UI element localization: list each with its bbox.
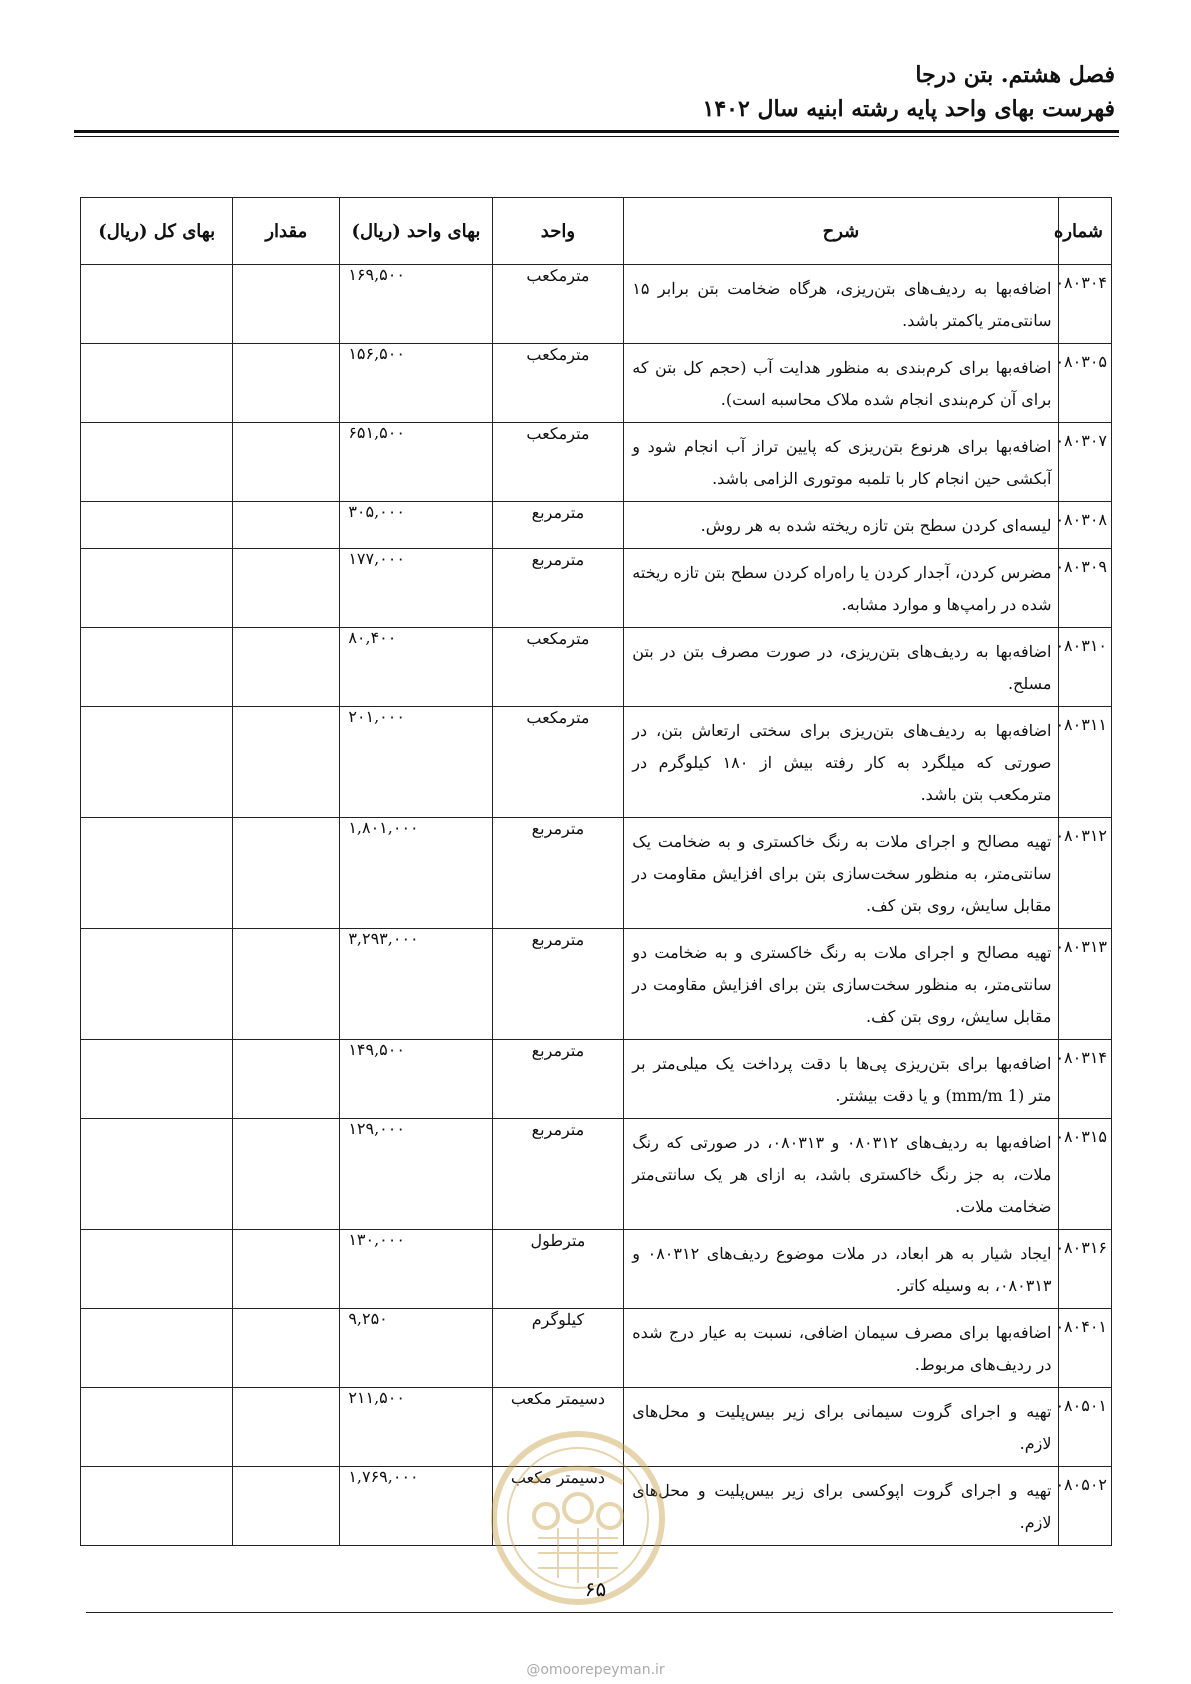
item-unit: مترمربع: [492, 502, 624, 549]
table-row: [81, 549, 1112, 628]
item-total-price: [81, 1388, 233, 1467]
item-number: ۰۸۰۳۰۵: [1058, 344, 1112, 423]
item-description: تهیه و اجرای گروت اپوکسی برای زیر بیس‌پلیت و محل‌های لازم.: [624, 1467, 1058, 1546]
item-description: ایجاد شیار به هر ابعاد، در ملات موضوع ردیف‌های ۰۸۰۳۱۲ و ۰۸۰۳۱۳، به وسیله کاتر.: [624, 1230, 1058, 1309]
item-quantity: [233, 502, 340, 549]
price-table: [80, 197, 1112, 1546]
item-number: ۰۸۰۵۰۱: [1058, 1388, 1112, 1467]
item-total-price: [81, 1040, 233, 1119]
table-row: [81, 1230, 1112, 1309]
item-unit: مترمکعب: [492, 628, 624, 707]
item-number: ۰۸۰۳۰۹: [1058, 549, 1112, 628]
item-description: اضافه‌بها به ردیف‌های بتن‌ریزی، هرگاه ضخامت بتن برابر ۱۵ سانتی‌متر یاکمتر باشد.: [624, 265, 1058, 344]
item-unit: مترمربع: [492, 549, 624, 628]
item-number: ۰۸۰۳۰۷: [1058, 423, 1112, 502]
item-number: ۰۸۰۳۰۴: [1058, 265, 1112, 344]
table-header-row: [81, 198, 1112, 265]
item-description: مضرس کردن، آجدار کردن یا راه‌راه کردن سطح بتن تازه ریخته شده در رامپ‌ها و موارد مشابه.: [624, 549, 1058, 628]
table-row: [81, 929, 1112, 1040]
item-total-price: [81, 344, 233, 423]
item-unit: مترمربع: [492, 929, 624, 1040]
item-unit: مترمکعب: [492, 707, 624, 818]
column-header-number: شماره: [1058, 198, 1112, 265]
page-number: ۶۵: [584, 1577, 607, 1601]
item-unit: مترمکعب: [492, 344, 624, 423]
table-row: [81, 1388, 1112, 1467]
column-header-description: شرح: [624, 198, 1058, 265]
item-unit-price: ۳۰۵,۰۰۰: [340, 502, 492, 549]
item-quantity: [233, 423, 340, 502]
item-total-price: [81, 1230, 233, 1309]
column-header-quantity: مقدار: [233, 198, 340, 265]
site-watermark: @omoorepeyman.ir: [526, 1662, 665, 1678]
item-description: اضافه‌بها برای بتن‌ریزی پی‌ها با دقت پرداخت یک میلی‌متر بر متر (1 mm/m) و یا دقت بیشتر.: [624, 1040, 1058, 1119]
item-unit: مترطول: [492, 1230, 624, 1309]
item-number: ۰۸۰۳۱۲: [1058, 818, 1112, 929]
item-unit-price: ۹,۲۵۰: [340, 1309, 492, 1388]
item-number: ۰۸۰۳۱۴: [1058, 1040, 1112, 1119]
item-unit-price: ۱,۸۰۱,۰۰۰: [340, 818, 492, 929]
item-description: تهیه و اجرای گروت سیمانی برای زیر بیس‌پلیت و محل‌های لازم.: [624, 1388, 1058, 1467]
item-unit: مترمربع: [492, 1040, 624, 1119]
item-total-price: [81, 423, 233, 502]
item-unit: دسیمتر مکعب: [492, 1388, 624, 1467]
item-description: اضافه‌بها به ردیف‌های بتن‌ریزی، در صورت مصرف بتن در بتن مسلح.: [624, 628, 1058, 707]
table-row: [81, 818, 1112, 929]
item-unit-price: ۱۲۹,۰۰۰: [340, 1119, 492, 1230]
item-total-price: [81, 265, 233, 344]
item-description: تهیه مصالح و اجرای ملات به رنگ خاکستری و به ضخامت دو سانتی‌متر، به منظور سخت‌سازی بتن برای افزایش مقاومت در مقابل سایش، روی بتن کف.: [624, 929, 1058, 1040]
item-number: ۰۸۰۳۱۶: [1058, 1230, 1112, 1309]
table-row: [81, 502, 1112, 549]
item-description: اضافه‌بها به ردیف‌های ۰۸۰۳۱۲ و ۰۸۰۳۱۳، در صورتی که رنگ ملات، به جز رنگ خاکستری باشد، به ازای هر یک سانتی‌متر ضخامت ملات.: [624, 1119, 1058, 1230]
item-unit-price: ۲۰۱,۰۰۰: [340, 707, 492, 818]
table-row: [81, 628, 1112, 707]
price-list-title: فهرست بهای واحد پایه رشته ابنیه سال ۱۴۰۲: [702, 96, 1115, 122]
item-total-price: [81, 818, 233, 929]
item-quantity: [233, 818, 340, 929]
item-unit: دسیمتر مکعب: [492, 1467, 624, 1546]
item-quantity: [233, 1230, 340, 1309]
page-header: [76, 58, 1115, 126]
item-total-price: [81, 1119, 233, 1230]
item-total-price: [81, 929, 233, 1040]
table-row: [81, 1467, 1112, 1546]
item-quantity: [233, 628, 340, 707]
table-row: [81, 265, 1112, 344]
item-number: ۰۸۰۴۰۱: [1058, 1309, 1112, 1388]
item-description: اضافه‌بها برای هرنوع بتن‌ریزی که پایین تراز آب انجام شود و آبکشی حین انجام کار با تلمبه موتوری الزامی باشد.: [624, 423, 1058, 502]
column-header-total-price: بهای کل (ریال): [81, 198, 233, 265]
item-description: اضافه‌بها برای کرم‌بندی به منظور هدایت آب (حجم کل بتن که برای آن کرم‌بندی انجام شده ملاک محاسبه است).: [624, 344, 1058, 423]
item-unit-price: ۸۰,۴۰۰: [340, 628, 492, 707]
item-quantity: [233, 1309, 340, 1388]
item-unit-price: ۱۶۹,۵۰۰: [340, 265, 492, 344]
footer-rule: [86, 1612, 1113, 1613]
item-unit-price: ۳,۲۹۳,۰۰۰: [340, 929, 492, 1040]
item-total-price: [81, 707, 233, 818]
chapter-title: فصل هشتم. بتن درجا: [915, 62, 1115, 88]
item-total-price: [81, 502, 233, 549]
item-number: ۰۸۰۳۰۸: [1058, 502, 1112, 549]
table-row: [81, 344, 1112, 423]
item-quantity: [233, 1040, 340, 1119]
table-row: [81, 1309, 1112, 1388]
column-header-unit-price: بهای واحد (ریال): [340, 198, 492, 265]
table-row: [81, 423, 1112, 502]
item-quantity: [233, 1467, 340, 1546]
header-rule-thick: [74, 130, 1119, 133]
item-unit: مترمکعب: [492, 265, 624, 344]
column-header-unit: واحد: [492, 198, 624, 265]
item-quantity: [233, 929, 340, 1040]
item-total-price: [81, 1309, 233, 1388]
item-quantity: [233, 344, 340, 423]
item-unit: کیلوگرم: [492, 1309, 624, 1388]
item-unit-price: ۶۵۱,۵۰۰: [340, 423, 492, 502]
item-number: ۰۸۰۳۱۱: [1058, 707, 1112, 818]
item-quantity: [233, 707, 340, 818]
item-number: ۰۸۰۵۰۲: [1058, 1467, 1112, 1546]
item-quantity: [233, 265, 340, 344]
item-total-price: [81, 1467, 233, 1546]
item-unit-price: ۱۷۷,۰۰۰: [340, 549, 492, 628]
item-unit-price: ۱۳۰,۰۰۰: [340, 1230, 492, 1309]
table-row: [81, 707, 1112, 818]
item-unit-price: ۱,۷۶۹,۰۰۰: [340, 1467, 492, 1546]
table-row: [81, 1040, 1112, 1119]
item-total-price: [81, 628, 233, 707]
item-quantity: [233, 1119, 340, 1230]
item-description: لیسه‌ای کردن سطح بتن تازه ریخته شده به هر روش.: [624, 502, 1058, 549]
header-rule-thin: [74, 136, 1119, 137]
item-unit: مترمربع: [492, 818, 624, 929]
item-quantity: [233, 549, 340, 628]
item-unit-price: ۲۱۱,۵۰۰: [340, 1388, 492, 1467]
item-number: ۰۸۰۳۱۵: [1058, 1119, 1112, 1230]
item-description: اضافه‌بها به ردیف‌های بتن‌ریزی برای سختی ارتعاش بتن، در صورتی که میلگرد به کار رفته بیش از ۱۸۰ کیلوگرم در مترمکعب بتن باشد.: [624, 707, 1058, 818]
table-row: [81, 1119, 1112, 1230]
item-description: تهیه مصالح و اجرای ملات به رنگ خاکستری و به ضخامت یک سانتی‌متر، به منظور سخت‌سازی بتن برای افزایش مقاومت در مقابل سایش، روی بتن کف.: [624, 818, 1058, 929]
item-unit: مترمکعب: [492, 423, 624, 502]
item-unit-price: ۱۵۶,۵۰۰: [340, 344, 492, 423]
item-quantity: [233, 1388, 340, 1467]
item-unit-price: ۱۴۹,۵۰۰: [340, 1040, 492, 1119]
item-description: اضافه‌بها برای مصرف سیمان اضافی، نسبت به عیار درج شده در ردیف‌های مربوط.: [624, 1309, 1058, 1388]
item-unit: مترمربع: [492, 1119, 624, 1230]
item-total-price: [81, 549, 233, 628]
item-number: ۰۸۰۳۱۰: [1058, 628, 1112, 707]
item-number: ۰۸۰۳۱۳: [1058, 929, 1112, 1040]
